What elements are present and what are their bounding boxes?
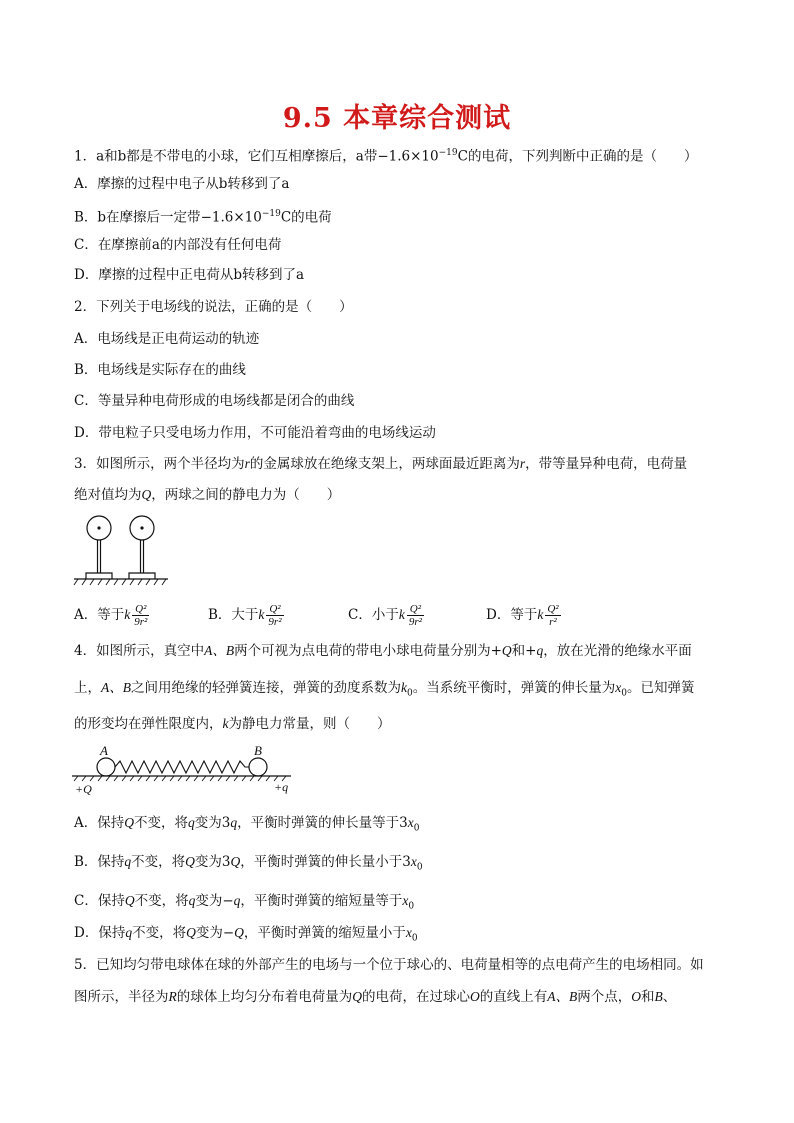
- q4-text-8: 。已知弹簧: [626, 680, 695, 696]
- q4-var-k0-sub: 0: [407, 688, 413, 699]
- q4-option-c-t3: 变为−: [195, 893, 234, 909]
- q4-option-d-t2: 不变，将: [132, 925, 187, 941]
- q3-text-5: ，两球之间的静电力为（ ）: [151, 487, 341, 503]
- q4-option-c-Q: Q: [124, 893, 135, 908]
- q1-exponent: −19: [438, 148, 458, 158]
- q4-var-q: q: [536, 643, 544, 658]
- q4-option-c-t4: ，平衡时弹簧的缩短量等于: [240, 893, 403, 909]
- q4-text-9: 的形变均在弹性限度内，: [74, 716, 223, 732]
- q3-option-d: [486, 603, 561, 628]
- q4-option-d-t3: 变为−: [195, 925, 235, 941]
- sphere-right-center-dot: [140, 526, 143, 529]
- q4-var-x0: x: [615, 680, 622, 695]
- q4-var-ab-2: A、B: [101, 680, 131, 695]
- q2-option-c: C．等量异种电荷形成的电场线都是闭合的曲线: [74, 393, 355, 409]
- q4-text-3: 和+: [511, 643, 537, 659]
- q4-option-b-t3: 变为3: [194, 854, 231, 870]
- q2-option-b: B．电场线是实际存在的曲线: [74, 362, 246, 378]
- q4-option-d-t1: D．保持: [74, 925, 126, 941]
- q3-option-d-fraction: [545, 603, 560, 628]
- q3-option-c-k: k: [398, 607, 405, 622]
- q1-stem: [74, 144, 697, 166]
- q4-stem-line1: [74, 642, 692, 660]
- label-plus-Q: +Q: [75, 782, 92, 796]
- q3-option-b: [208, 603, 284, 628]
- q4-option-a-q: q: [188, 815, 195, 830]
- q5-text-4: 的直线上有: [479, 989, 548, 1005]
- q3-text-4: 绝对值均为: [74, 487, 142, 503]
- q3-text-1: 3．如图所示，两个半径均为: [74, 456, 245, 472]
- q3-option-c-fraction: [407, 603, 424, 628]
- q1-stem-end: C的电荷，下列判断中正确的是（ ）: [457, 148, 698, 165]
- q3-option-a-num: Q²: [132, 603, 149, 616]
- q5-var-B: B: [654, 989, 663, 1004]
- q4-var-ab: A、B: [204, 643, 235, 658]
- q1-option-b: [74, 205, 332, 227]
- q4-option-a: [74, 814, 419, 838]
- q4-text-1: 4．如图所示，真空中: [74, 643, 205, 659]
- q3-var-Q: Q: [141, 487, 152, 502]
- q5-text-2: 的球体上均匀分布着电荷量为: [176, 989, 353, 1005]
- q4-var-k0: k: [401, 680, 407, 695]
- q1-stem-text: 1．a和b都是不带电的小球，它们互相摩擦后，a带: [74, 148, 378, 165]
- q3-option-c: [348, 603, 424, 628]
- q5-var-R: R: [168, 989, 177, 1004]
- q1-option-c: C．在摩擦前a的内部没有任何电荷: [74, 237, 282, 253]
- q3-option-b-den: 9r²: [268, 616, 282, 628]
- q4-option-b-x: x: [410, 854, 417, 869]
- q4-text-5: 上，: [74, 680, 101, 696]
- label-plus-q: +q: [274, 780, 289, 794]
- q4-option-d-x: x: [405, 925, 412, 940]
- q5-text-1: 图所示，半径为: [74, 989, 169, 1005]
- q5-stem-line1: 5．已知均匀带电球体在球的外部产生的电场与一个位于球心的、电荷量相等的点电荷产生的电场相同。如: [74, 957, 704, 973]
- q4-option-b-x-sub: 0: [416, 862, 423, 873]
- q3-option-b-fraction: [266, 603, 283, 628]
- q3-option-d-label: D．等于: [486, 607, 538, 623]
- q4-option-d-x-sub: 0: [411, 933, 418, 944]
- q4-option-a-Q: Q: [124, 815, 134, 830]
- surface-hatching: [74, 776, 286, 781]
- q3-stem-line2: [74, 486, 340, 504]
- q3-text-2: 的金属球放在绝缘支架上，两球面最近距离为: [249, 456, 520, 472]
- q1-option-b-exponent: −19: [261, 209, 281, 219]
- q3-option-c-label: C．小于: [348, 607, 399, 623]
- q3-option-b-k: k: [258, 607, 265, 622]
- q4-option-b-Q2: Q: [230, 854, 241, 869]
- q5-var-O-2: O: [631, 989, 641, 1004]
- q4-option-a-x: x: [407, 815, 414, 830]
- q3-text-3: ，带等量异种电荷，电荷量: [525, 456, 688, 472]
- sphere-left-center-dot: [97, 526, 100, 529]
- q4-option-a-t4: ，平衡时弹簧的伸长量等于3: [237, 815, 408, 831]
- q3-var-r-2: r: [519, 456, 526, 471]
- q5-text-3: 的电荷，在过球心: [362, 989, 470, 1005]
- q4-option-d-q: q: [125, 925, 133, 940]
- q4-option-c-q: q: [188, 893, 196, 908]
- q3-option-b-num: Q²: [266, 603, 283, 616]
- spring: [115, 761, 249, 773]
- q4-option-a-x-sub: 0: [413, 823, 420, 834]
- q4-option-d-Q2: Q: [234, 925, 244, 940]
- q3-option-c-num: Q²: [407, 603, 424, 616]
- q4-var-x0-sub: 0: [621, 688, 627, 699]
- q4-var-Q: Q: [501, 643, 512, 658]
- ball-a: [97, 758, 115, 776]
- q3-option-a-k: k: [124, 607, 131, 622]
- q4-option-d-Q: Q: [186, 925, 196, 940]
- q3-option-a-label: A．等于: [74, 607, 125, 623]
- q4-option-a-t2: 不变，将: [134, 815, 188, 831]
- q5-stem-line2: [74, 988, 676, 1006]
- q4-option-b: [74, 853, 423, 877]
- q4-option-a-q2: q: [230, 815, 238, 830]
- q5-text-6: 和: [641, 989, 655, 1005]
- q2-option-a: A．电场线是正电荷运动的轨迹: [74, 331, 260, 347]
- q4-var-k: k: [222, 716, 229, 731]
- q2-stem: 2．下列关于电场线的说法，正确的是（ ）: [74, 299, 353, 315]
- q3-option-d-k: k: [537, 607, 544, 622]
- q4-text-6: 之间用绝缘的轻弹簧连接，弹簧的劲度系数为: [131, 680, 401, 696]
- q1-charge: −1.6×10: [377, 148, 439, 165]
- q1-option-a: A．摩擦的过程中电子从b转移到了a: [74, 176, 290, 192]
- q1-option-b-text: B．b在摩擦后一定带: [74, 209, 201, 226]
- q1-option-b-charge: −1.6×10: [200, 209, 262, 226]
- q3-var-r: r: [244, 456, 250, 471]
- q4-text-4: ，放在光滑的绝缘水平面: [543, 643, 692, 659]
- q1-option-d: D．摩擦的过程中正电荷从b转移到了a: [74, 267, 305, 283]
- q4-option-c-t1: C．保持: [74, 893, 125, 909]
- q4-text-10: 为静电力常量，则（ ）: [228, 716, 391, 732]
- q3-option-c-den: 9r²: [408, 616, 422, 628]
- q4-option-c-t2: 不变，将: [134, 893, 189, 909]
- q4-text-2: 两个可视为点电荷的带电小球电荷量分别为+: [234, 643, 502, 659]
- q4-spring-figure: [70, 740, 295, 798]
- q3-stem-line1: [74, 455, 687, 473]
- q4-option-c-x: x: [402, 893, 409, 908]
- q4-option-d-t4: ，平衡时弹簧的缩短量小于: [243, 925, 406, 941]
- q4-option-c-x-sub: 0: [408, 901, 415, 912]
- q4-text-7: 。当系统平衡时，弹簧的伸长量为: [412, 680, 616, 696]
- label-b: B: [254, 743, 262, 758]
- q4-option-b-t2: 不变，将: [131, 854, 186, 870]
- q4-option-b-Q: Q: [185, 854, 195, 869]
- label-a: A: [100, 743, 108, 758]
- page-title: 9.5 本章综合测试: [282, 103, 512, 134]
- q5-var-O: O: [470, 989, 480, 1004]
- ground-hatching: [74, 579, 166, 585]
- q3-spheres-figure: [72, 510, 177, 590]
- q3-option-a-den: 9r²: [134, 616, 148, 628]
- stand-right-base: [129, 573, 155, 579]
- q5-var-AB: A、B: [547, 989, 578, 1004]
- q4-option-a-t1: A．保持: [74, 815, 125, 831]
- q3-option-a: [74, 603, 149, 628]
- q5-text-7: 、: [662, 989, 677, 1005]
- q4-option-d: [74, 924, 418, 948]
- q3-option-b-label: B．大于: [208, 607, 259, 623]
- q3-option-d-den: r²: [549, 616, 557, 628]
- q3-option-d-num: Q²: [547, 603, 559, 615]
- q3-option-a-fraction: [132, 603, 149, 628]
- q5-var-Q: Q: [352, 989, 362, 1004]
- q4-stem-line3: [74, 715, 391, 733]
- stand-left-base: [86, 573, 112, 579]
- q4-stem-line2: [74, 679, 694, 703]
- ball-b: [249, 758, 267, 776]
- q4-option-b-t1: B．保持: [74, 854, 125, 870]
- q5-text-5: 两个点，: [577, 989, 632, 1005]
- q4-option-b-t4: ，平衡时弹簧的伸长量小于3: [240, 854, 411, 870]
- q4-option-b-q: q: [124, 854, 132, 869]
- q1-option-b-end: C的电荷: [280, 209, 332, 226]
- q4-option-a-t3: 变为3: [194, 815, 231, 831]
- q2-option-d: D．带电粒子只受电场力作用，不可能沿着弯曲的电场线运动: [74, 425, 436, 441]
- q4-option-c-q2: q: [233, 893, 241, 908]
- q4-option-c: [74, 892, 414, 916]
